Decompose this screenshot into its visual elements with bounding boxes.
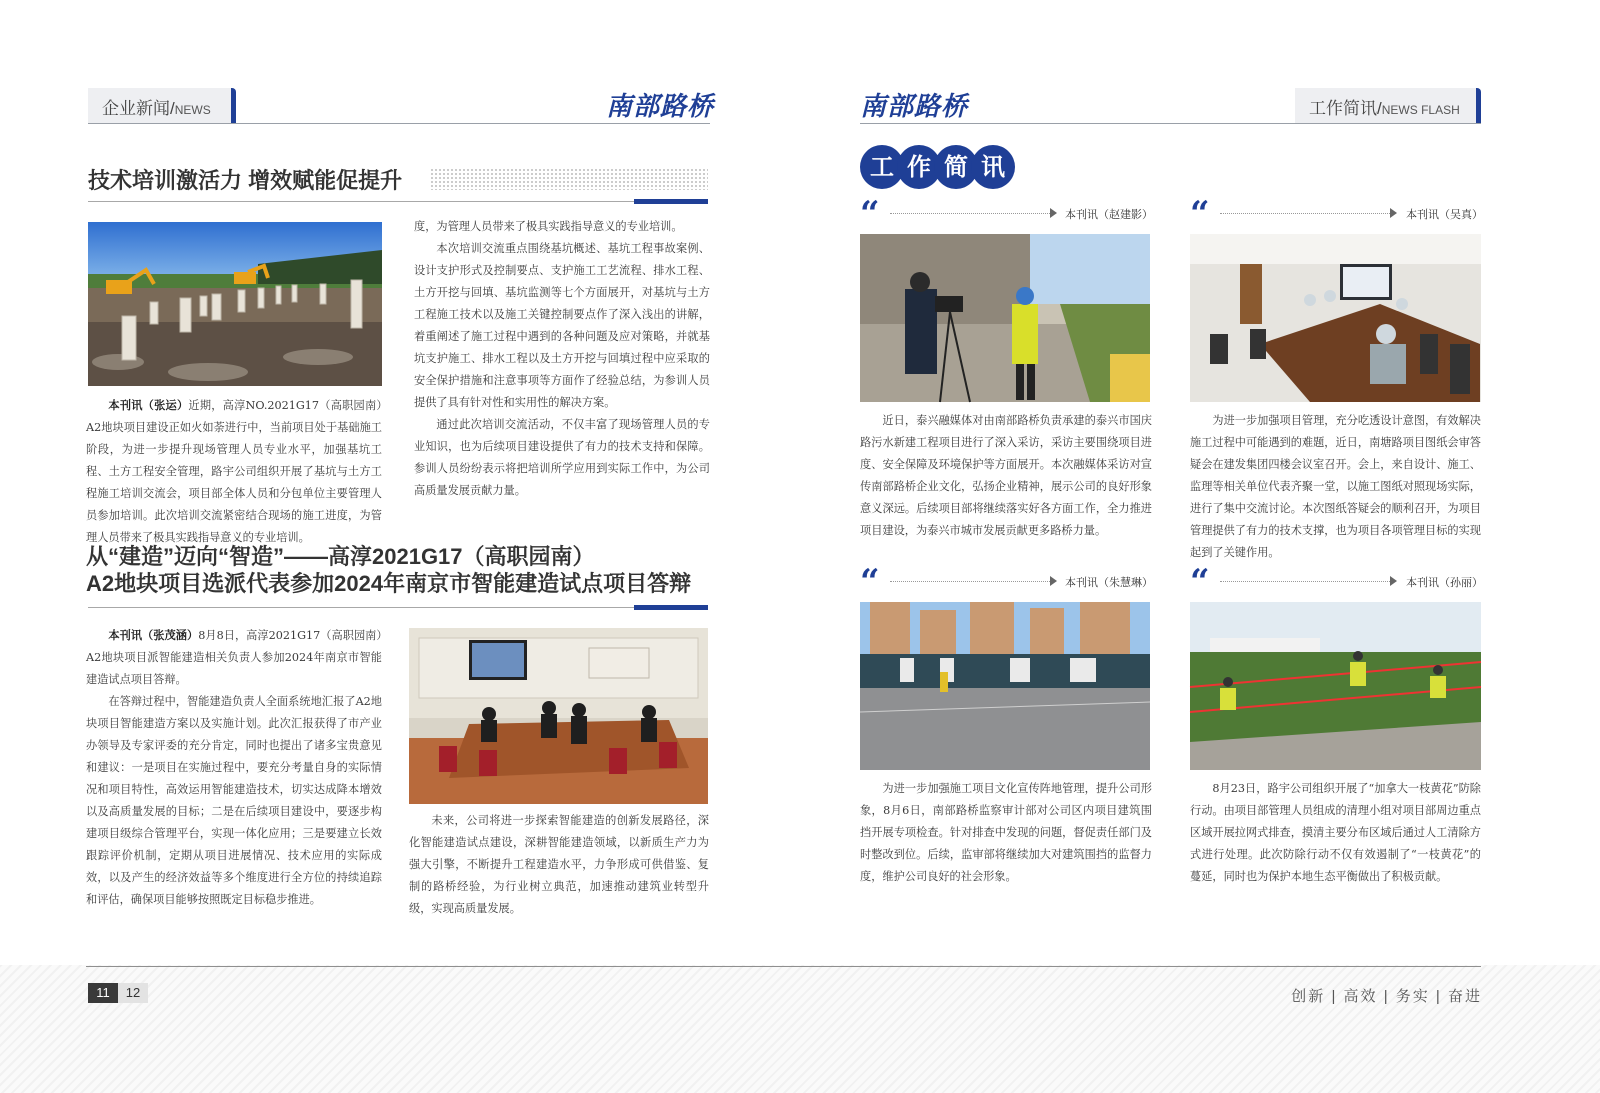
article2-title (86, 543, 691, 597)
article2-paragraph-1: 8月8日，高淳2021G17（高职园南）A2地块项目派智能建造相关负责人参加2024年南京市智能建造试点项目答辩。 (86, 629, 382, 686)
news-item-1-byline: 本刊讯（赵建影） (1065, 208, 1153, 221)
article2-paragraph-3: 未来，公司将进一步探索智能建造的创新发展路径，深化智能建造试点建设，深耕智能建造领域，以新质生产力为强大引擎，不断提升工程建造水平，力争形成可供借鉴、复制的路桥经验，为行业树立典范，加速推动建筑业转型升级，实现高质量发展。 (409, 814, 709, 915)
news-item-4-text: 8月23日，路宇公司组织开展了“加拿大一枝黄花”防除行动。由项目部管理人员组成的清理小组对项目部周边重点区域开展拉网式排查，摸清主要分布区域后通过人工清除方式进行处理。此次防除行动不仅有效遏制了“一枝黄花”的蔓延，同时也为保护本地生态平衡做出了积极贡献。 (1190, 782, 1481, 883)
arrow-icon (1050, 208, 1057, 218)
section-tab-en: NEWS FLASH (1381, 103, 1460, 117)
dotted-leader (890, 213, 1050, 214)
news-item-2-text: 为进一步加强项目管理，充分吃透设计意图，有效解决施工过程中可能遇到的难题，近日，南塘路项目图纸会审答疑会在建发集团四楼会议室召开。会上，来自设计、施工、监理等相关单位代表齐聚一堂，以施工图纸对照现场实际，进行了集中交流讨论。本次图纸答疑会的顺利召开，为项目管理提供了有力的技术支撑，也为项目各项管理目标的实现起到了关键作用。 (1190, 414, 1481, 559)
article2-title-accent (634, 605, 708, 610)
news-flash-heading (860, 145, 1015, 189)
photo-media-interview (860, 234, 1150, 402)
news-item-1-byline-row (860, 194, 1153, 234)
quote-icon: “ (860, 562, 880, 602)
heading-char-2: 作 (897, 145, 941, 189)
article2-title-line2: A2地块项目选派代表参加2024年南京市智能建造试点项目答辩 (86, 571, 692, 596)
article1-column-left (86, 394, 382, 544)
section-tab-en: NEWS (174, 103, 211, 117)
news-item-1-text-box (860, 410, 1152, 542)
news-item-3-byline: 本刊讯（朱慧琳） (1065, 576, 1153, 589)
page-number-right: 12 (118, 983, 148, 1003)
photo-excavation-site (88, 222, 382, 386)
section-tab-zh: 工作简讯 (1309, 99, 1377, 118)
news-item-3-byline-row (860, 562, 1153, 602)
article1-paragraph-2: 本次培训交流重点围绕基坑概述、基坑工程事故案例、设计支护形式及控制要点、支护施工工艺流程、排水工程、土方开挖与回填、基坑监测等七个方面展开，对基坑与土方工程施工技术以及施工关键控制要点作了深入浅出的讲解，着重阐述了施工过程中遇到的各种问题及应对策略，并就基坑支护施工、排水工程以及土方开挖与回填过程中应采取的安全保护措施和注意事项等方面作了经验总结，为参训人员提供了具有针对性和实用性的解决方案。 (414, 242, 710, 409)
section-tab-news (88, 88, 236, 124)
article2-lead: 本刊讯（张茂涵） (108, 628, 199, 642)
footer-slogan: 创新 | 高效 | 务实 | 奋进 (1291, 988, 1482, 1005)
heading-char-4: 讯 (971, 145, 1015, 189)
heading-char-3: 简 (934, 145, 978, 189)
heading-char-1: 工 (860, 145, 904, 189)
news-item-2-text-box (1190, 410, 1481, 564)
section-tab-slash: / (1377, 99, 1382, 118)
arrow-icon (1390, 208, 1397, 218)
article1-paragraph-1-continuation: 度，为管理人员带来了极具实践指导意义的专业培训。 (414, 220, 683, 233)
header-rule-right (860, 123, 1481, 124)
dotted-leader (1220, 213, 1390, 214)
brand-logo-right: 南部路桥 (860, 92, 969, 122)
dotted-leader (890, 581, 1050, 582)
header-rule-left (88, 123, 710, 124)
quote-icon: “ (1190, 562, 1210, 602)
news-item-3-text: 为进一步加强施工项目文化宣传阵地管理，提升公司形象，8月6日，南部路桥监察审计部对公司区内项目建筑围挡开展专项检查。针对排查中发现的问题，督促责任部门及时整改到位。后续，监审部将继续加大对建筑围挡的监督力度，维护公司良好的社会形象。 (860, 782, 1152, 883)
news-item-1-text: 近日，泰兴融媒体对由南部路桥负责承建的泰兴市国庆路污水新建工程项目进行了深入采访，采访主要围绕项目进度、安全保障及环境保护等方面展开。本次融媒体采访对宣传南部路桥企业文化，弘扬企业精神，展示公司的良好形象意义深远。后续项目部将继续落实好各方面工作，全力推进项目建设，为泰兴市城市发展贡献更多路桥力量。 (860, 414, 1152, 537)
footer-rule (86, 966, 1481, 967)
article1-title-accent (634, 199, 708, 204)
dotted-leader (1220, 581, 1390, 582)
news-item-4-byline-row (1190, 562, 1483, 602)
news-item-4-byline: 本刊讯（孙丽） (1406, 576, 1483, 589)
news-item-2-byline: 本刊讯（吴真） (1406, 208, 1483, 221)
arrow-icon (1390, 576, 1397, 586)
section-tab-slash: / (170, 99, 175, 118)
title-dot-pattern (430, 168, 708, 190)
news-item-3-text-box (860, 778, 1152, 888)
article1-column-right (414, 216, 710, 502)
article2-title-line1: 从“建造”迈向“智造”——高淳2021G17（高职园南） (86, 544, 595, 569)
article2-column-right (409, 810, 709, 920)
photo-defense-meeting (409, 628, 708, 804)
quote-icon: “ (860, 194, 880, 234)
news-item-2-byline-row (1190, 194, 1483, 234)
article2-title-rule (88, 607, 708, 608)
news-item-4-text-box (1190, 778, 1481, 888)
photo-construction-hoarding (860, 602, 1150, 770)
article1-lead: 本刊讯（张运） (108, 398, 189, 412)
article1-title-rule (88, 201, 708, 202)
photo-weed-removal (1190, 602, 1481, 770)
article1-paragraph-1: 近期，高淳NO.2021G17（高职园南）A2地块项目建设正如火如荼进行中，当前项目处于基础施工阶段，为进一步提升现场管理人员专业水平，加强基坑工程、土方工程安全管理，路宇公司组织开展了基坑与土方工程施工培训交流会，项目部全体人员和分包单位主要管理人员参加培训。此次培训交流紧密结合现场的施工进度，为管理人员带来了极具实践指导意义的专业培训。 (86, 399, 382, 544)
article2-paragraph-2: 在答辩过程中，智能建造负责人全面系统地汇报了A2地块项目智能建造方案以及实施计划。此次汇报获得了市产业办领导及专家评委的充分肯定，同时也提出了诸多宝贵意见和建议：一是项目在实施过程中，要充分考量自身的实际情况和项目特性，高效运用智能建造技术，切实达成降本增效以及高质量发展的目标；二是在后续项目建设中，要逐步构建项目级综合管理平台，实现一体化应用；三是要建立长效跟踪评价机制，定期从项目进展情况、技术应用的实际成效，以及产生的经济效益等多个维度进行全方位的持续追踪和评估，确保项目能够按照既定目标稳步推进。 (86, 695, 382, 906)
page-number-left: 11 (88, 983, 118, 1003)
article2-column-left (86, 624, 382, 911)
quote-icon: “ (1190, 194, 1210, 234)
article1-paragraph-3: 通过此次培训交流活动，不仅丰富了现场管理人员的专业知识，也为后续项目建设提供了有力的技术支持和保障。参训人员纷纷表示将把培训所学应用到实际工作中，为公司高质量发展贡献力量。 (414, 418, 710, 497)
section-tab-news-flash (1295, 88, 1481, 124)
section-tab-zh: 企业新闻 (102, 99, 170, 118)
photo-drawing-review-meeting (1190, 234, 1481, 402)
article1-title: 技术培训激活力 增效赋能促提升 (88, 168, 403, 193)
arrow-icon (1050, 576, 1057, 586)
brand-logo-left: 南部路桥 (606, 92, 715, 122)
